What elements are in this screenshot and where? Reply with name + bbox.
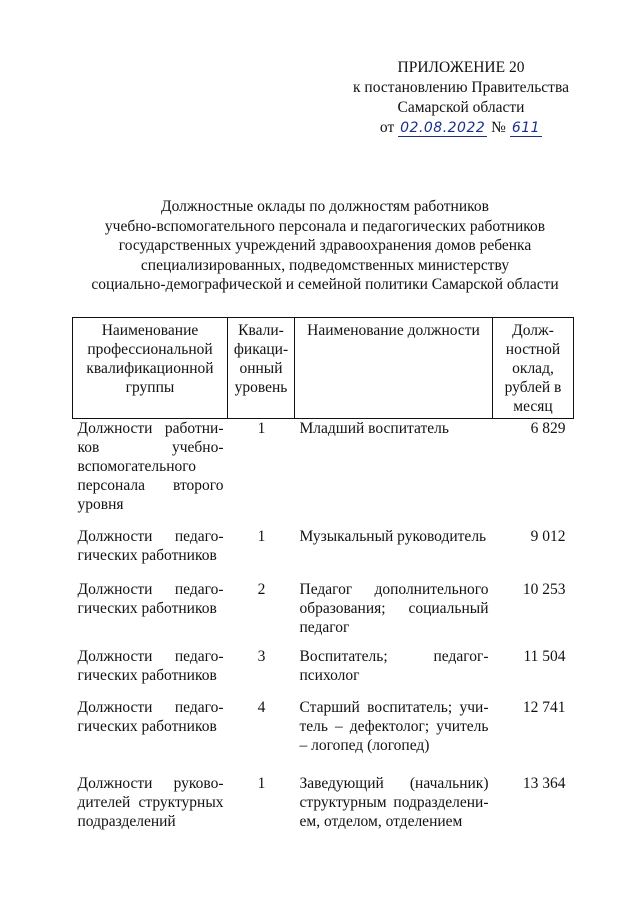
title-line: государственных учреждений здравоохранения домов ребенка <box>118 237 532 254</box>
number-prefix: № <box>491 119 506 136</box>
table-row <box>73 647 574 698</box>
title-line: специализированных, подведомственных министерству <box>140 256 510 274</box>
appendix-resolution: к постановлению Правительства <box>353 79 569 96</box>
table-header-row <box>73 318 574 419</box>
title-line: социально-демографической и семейной политики Самарской области <box>91 276 559 293</box>
cell-position: Младший воспитатель <box>299 420 449 437</box>
cell-level: 2 <box>257 580 266 598</box>
appendix-region: Самарской области <box>397 99 525 116</box>
handwritten-number: 611 <box>511 120 541 136</box>
cell-position: Старший воспитатель; учи-тель – дефектолог; учитель – логопед (логопед) <box>299 698 489 754</box>
header-level: Квали-фикаци-онный уровень <box>228 318 295 419</box>
title-line: учебно-вспомогательного персонала и педагогических работников <box>104 217 546 235</box>
cell-position: Воспитатель; педагог-психолог <box>299 647 489 684</box>
cell-salary: 6 829 <box>530 420 566 437</box>
cell-position: Педагог дополнительного образования; социальный педагог <box>299 580 489 636</box>
cell-group: Должности работни-ков учебно-вспомогательного персонала второго уровня <box>77 420 224 513</box>
header-group: Наименование профессиональной квалификационной группы <box>73 318 228 419</box>
cell-salary: 11 504 <box>523 647 566 665</box>
cell-group: Должности педаго-гических работников <box>77 527 224 564</box>
cell-group: Должности педаго-гических работников <box>77 580 224 617</box>
cell-level: 4 <box>257 698 266 716</box>
appendix-number: ПРИЛОЖЕНИЕ 20 <box>397 59 525 76</box>
header-salary: Долж-ностной оклад, рублей в месяц <box>493 318 574 419</box>
cell-level: 3 <box>257 647 266 665</box>
salary-table <box>72 317 574 838</box>
table-row <box>73 527 574 580</box>
cell-level: 1 <box>257 774 266 792</box>
appendix-header <box>330 58 592 138</box>
table-row <box>73 580 574 647</box>
cell-group: Должности педаго-гических работников <box>77 698 224 735</box>
table-row <box>73 419 574 527</box>
handwritten-date: 02.08.2022 <box>400 120 486 136</box>
cell-salary: 10 253 <box>522 580 566 598</box>
title-line: Должностные оклады по должностям работников <box>161 198 489 215</box>
cell-position: Музыкальный руководитель <box>299 527 487 545</box>
cell-level: 1 <box>257 420 266 437</box>
cell-salary: 9 012 <box>530 527 566 545</box>
table-row <box>73 774 574 838</box>
cell-salary: 12 741 <box>522 698 566 716</box>
cell-position: Заведующий (начальник) структурным подразделени-ем, отделом, отделением <box>299 774 489 830</box>
date-prefix: от <box>379 119 395 136</box>
document-title <box>60 197 590 295</box>
appendix-date-line <box>330 118 592 138</box>
cell-group: Должности руково-дителей структурных подразделений <box>77 774 224 830</box>
table-row <box>73 698 574 774</box>
cell-salary: 13 364 <box>522 774 566 792</box>
header-position: Наименование должности <box>295 318 493 419</box>
cell-level: 1 <box>257 527 266 545</box>
cell-group: Должности педаго-гических работников <box>77 647 224 684</box>
